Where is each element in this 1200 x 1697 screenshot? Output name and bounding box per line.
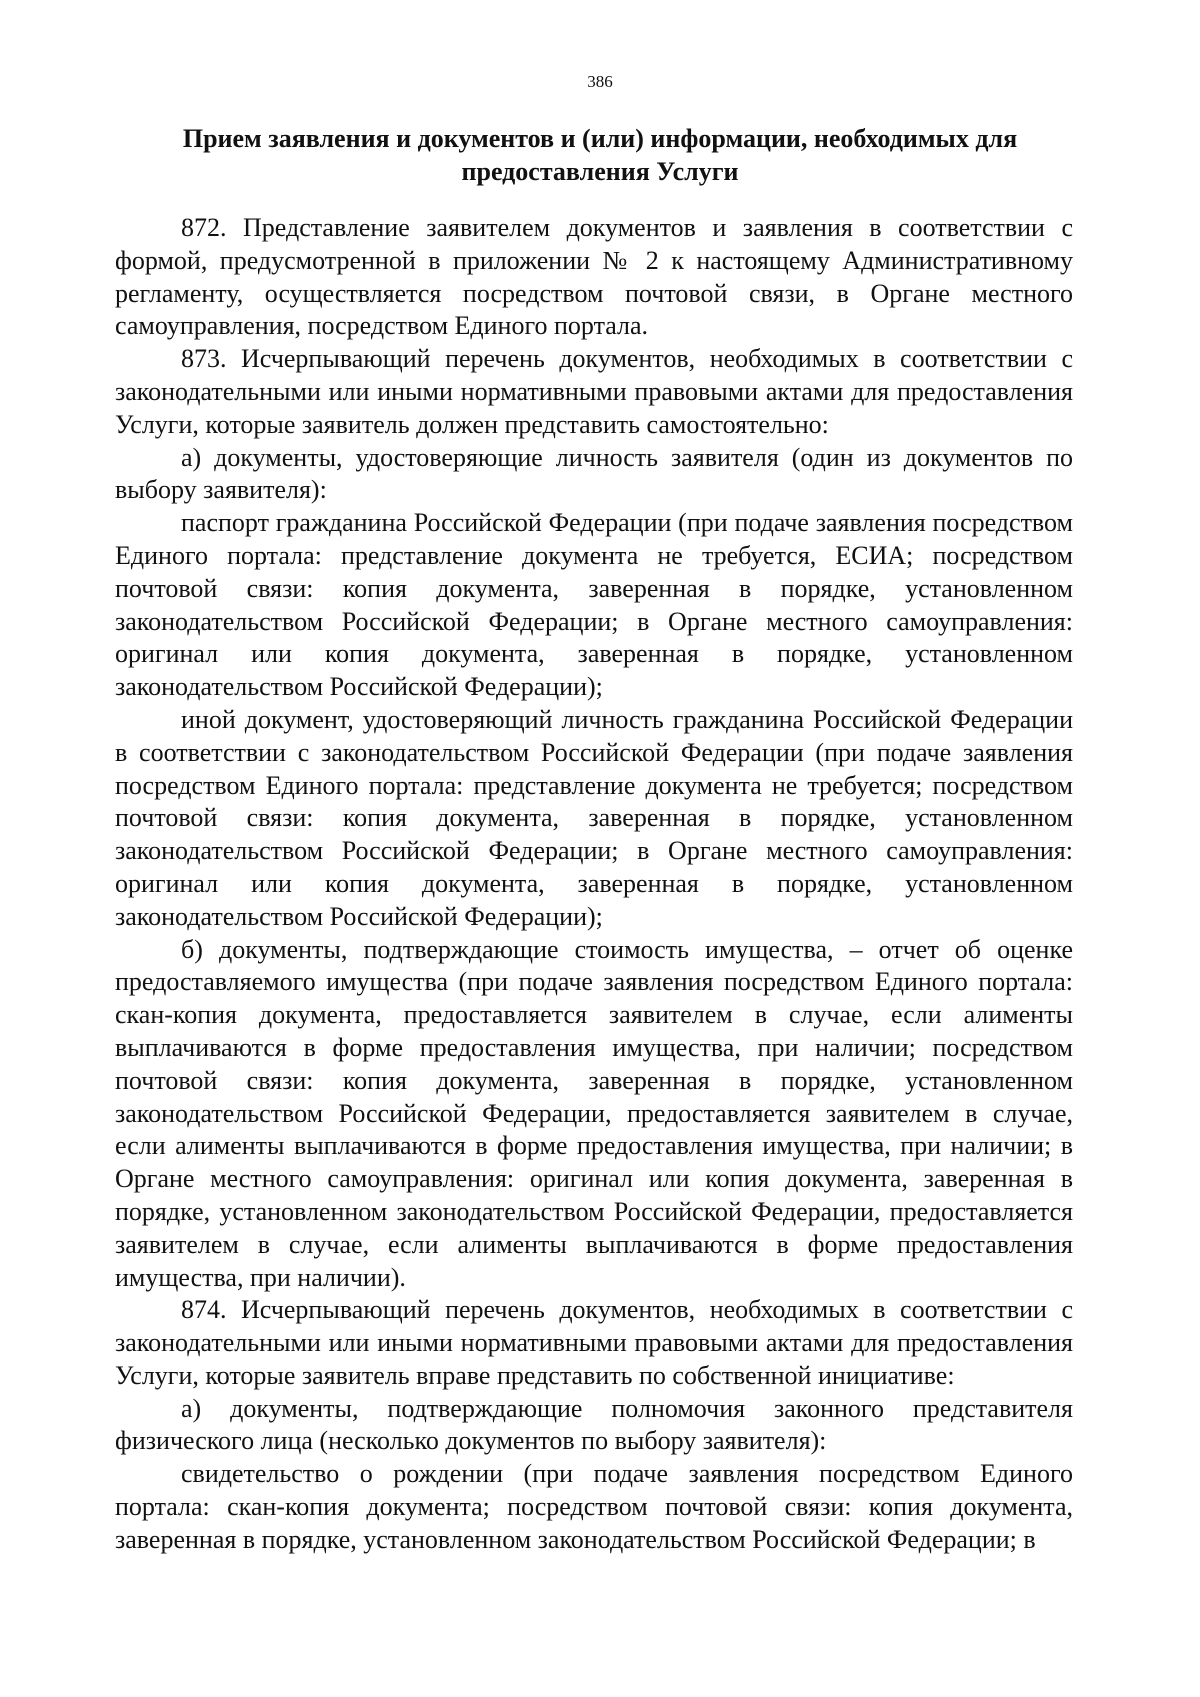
list-item-passport: паспорт гражданина Российской Федерации (при подаче заявления посредством Единого портала: представление документа не требуется, ЕСИА; посредством почтовой связи: копия документа, заверенная в порядке, установленном законодательством Российской Федерации; в Органе местного самоуправления: оригинал или копия документа, заверенная в порядке, установленном законодательством Российской Федерации); — [115, 508, 1073, 702]
list-item-b-property-value-documents: б) документы, подтверждающие стоимость имущества, – отчет об оценке предоставляемого имущества (при подаче заявления посредством Единого портала: скан-копия документа, предоставляется заявителем в случае, если алименты выплачиваются в форме предоставления имущества, при наличии; посредством почтовой связи: копия документа, заверенная в порядке, установленном законодательством Российской Федерации, предоставляется заявителем в случае, если алименты выплачиваются в форме предоставления имущества, при наличии; в Органе местного самоуправления: оригинал или копия документа, заверенная в порядке, установленном законодательством Российской Федерации, предоставляется заявителем в случае, если алименты выплачиваются в форме предоставления имущества, при наличии). — [115, 934, 1073, 1292]
list-item-birth-certificate: свидетельство о рождении (при подаче заявления посредством Единого портала: скан-копия документа; посредством почтовой связи: копия документа, заверенная в порядке, установленном законодательством Российской Федерации; в — [115, 1459, 1073, 1554]
paragraph-872: 872. Представление заявителем документов и заявления в соответствии с формой, предусмотренной в приложении № 2 к настоящему Административному регламенту, осуществляется посредством почтовой связи, в Органе местного самоуправления, посредством Единого портала. — [115, 213, 1073, 341]
section-title: Прием заявления и документов и (или) информации, необходимых для предоставления Услуги — [182, 124, 1018, 186]
list-item-other-identity-document: иной документ, удостоверяющий личность гражданина Российской Федерации в соответствии с законодательством Российской Федерации (при подаче заявления посредством Единого портала: представление документа не требуется; посредством почтовой связи: копия документа, заверенная в порядке, установленном законодательством Российской Федерации; в Органе местного самоуправления: оригинал или копия документа, заверенная в порядке, установленном законодательством Российской Федерации); — [115, 704, 1073, 931]
paragraph-874: 874. Исчерпывающий перечень документов, необходимых в соответствии с законодательными или иными нормативными правовыми актами для предоставления Услуги, которые заявитель вправе представить по собственной инициативе: — [115, 1295, 1073, 1390]
list-item-a-representative-authority: а) документы, подтверждающие полномочия законного представителя физического лица (несколько документов по выбору заявителя): — [115, 1393, 1073, 1456]
document-body — [115, 212, 1073, 1557]
list-item-a-identity-documents: а) документы, удостоверяющие личность заявителя (один из документов по выбору заявителя): — [115, 442, 1073, 505]
page-number: 386 — [587, 72, 613, 91]
paragraph-873: 873. Исчерпывающий перечень документов, необходимых в соответствии с законодательными или иными нормативными правовыми актами для предоставления Услуги, которые заявитель должен представить самостоятельно: — [115, 344, 1073, 439]
